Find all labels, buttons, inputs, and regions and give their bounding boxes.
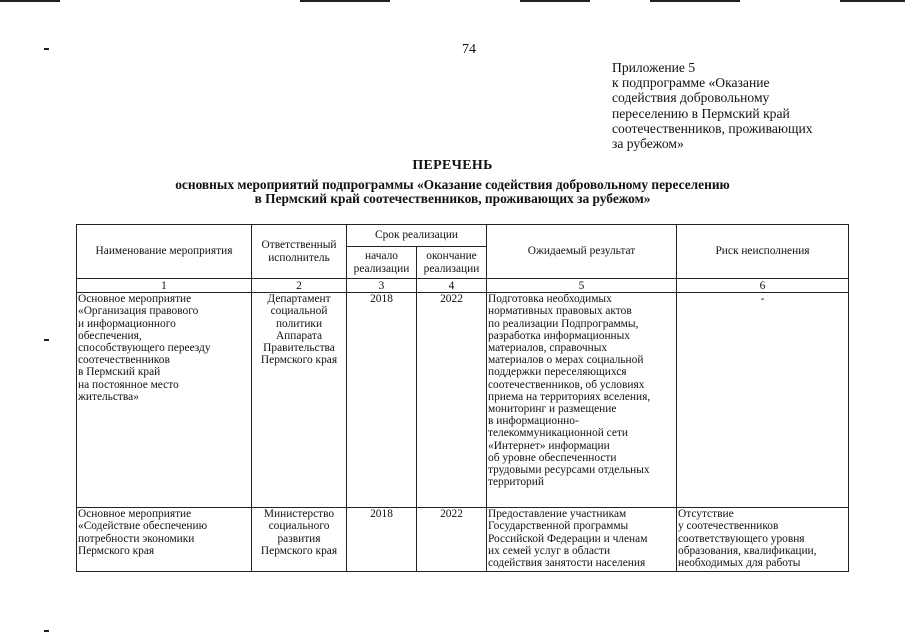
cell-executor [252, 293, 347, 508]
cell-text-line: в Пермский край [78, 366, 161, 379]
cell-text-line: обеспечения, [78, 329, 142, 342]
margin-mark [44, 339, 49, 341]
cell-text-line: потребности экономики [78, 532, 195, 545]
cell-text-line: «Содействие обеспечению [78, 520, 208, 533]
header-result: Ожидаемый результат [487, 225, 677, 279]
cell-start: 2018 [347, 293, 417, 508]
cell-end: 2022 [417, 293, 487, 508]
cell-text-line: Пермского края [260, 354, 338, 367]
cell-text-line: Подготовка необходимых [488, 293, 612, 306]
cell-text-line: и информационного [78, 317, 176, 330]
cell-text-line: разработка информационных [488, 329, 630, 342]
cell-text-line: мониторинг и размещение [488, 403, 617, 416]
header-name: Наименование мероприятия [77, 225, 252, 279]
cell-text-line: образования, квалификации, [678, 544, 817, 557]
cell-risk [677, 293, 849, 508]
cell-text-line: у соотечественников [678, 520, 779, 533]
cell-text-line: Департамент [267, 293, 331, 306]
cell-text-line: развития [277, 532, 321, 545]
cell-text-line: телекоммуникационной сети [488, 427, 628, 440]
header-start: начало реализации [347, 247, 417, 279]
cell-text-line: Пермского края [260, 544, 338, 557]
column-number: 6 [677, 279, 849, 293]
cell-text-line: Отсутствие [678, 508, 734, 521]
cell-start: 2018 [347, 508, 417, 572]
cell-text-line: в информационно- [488, 415, 579, 428]
cell-text-line: содействия занятости населения [488, 557, 646, 570]
cell-text-line: поддержки переселяющихся [488, 366, 627, 379]
appendix-line: соотечественников, проживающих [612, 120, 813, 136]
cell-text-line: материалов о мерах социальной [488, 354, 644, 367]
appendix-line: переселению в Пермский край [612, 105, 790, 121]
cell-text-line: приема на территориях вселения, [488, 390, 651, 403]
cell-text-line: на постоянное место [78, 378, 179, 391]
appendix-line: к подпрограмме «Оказание [612, 75, 770, 91]
header-executor: Ответственный исполнитель [252, 225, 347, 279]
cell-text-line: нормативных правовых актов [488, 305, 632, 318]
cell-text-line: соотечественников [78, 354, 170, 367]
cell-result [487, 508, 677, 572]
cell-text-line: Правительства [263, 342, 335, 355]
subtitle-line: в Пермский край соотечественников, проживающих за рубежом» [254, 191, 651, 206]
cell-text-line: способствующего переезду [78, 342, 211, 355]
header-end: окончание реализации [417, 247, 487, 279]
top-edge-line [0, 0, 905, 12]
subtitle-line: основных мероприятий подпрограммы «Оказание содействия добровольному переселению [175, 177, 730, 192]
cell-text-line: необходимых для работы [678, 557, 801, 570]
cell-text-line: жительства» [78, 390, 139, 403]
column-number: 4 [417, 279, 487, 293]
cell-result [487, 293, 677, 508]
cell-text-line: Пермского края [78, 544, 155, 557]
column-number: 5 [487, 279, 677, 293]
column-number: 3 [347, 279, 417, 293]
cell-text-line: «Интернет» информации [488, 439, 610, 452]
header-period: Срок реализации [347, 225, 487, 247]
column-number: 1 [77, 279, 252, 293]
appendix-line: за рубежом» [612, 136, 684, 152]
table-row [77, 293, 849, 508]
cell-risk [677, 508, 849, 572]
cell-text-line: Государственной программы [488, 520, 629, 533]
cell-text-line: по реализации Подпрограммы, [488, 317, 639, 330]
cell-text-line: территорий [488, 476, 544, 489]
appendix-line: Приложение 5 [612, 60, 696, 75]
cell-text-line: Министерство [263, 508, 335, 521]
cell-text-line: «Организация правового [78, 305, 199, 318]
cell-name [77, 293, 252, 508]
cell-text-line: соответствующего уровня [678, 532, 805, 545]
table-row [77, 508, 849, 572]
document-subtitle [0, 178, 905, 206]
cell-text-line: трудовыми ресурсами отдельных [488, 464, 650, 477]
cell-text-line: политики [275, 317, 323, 330]
column-number: 2 [252, 279, 347, 293]
cell-text-line: об уровне обеспеченности [488, 451, 617, 464]
cell-text-line: Российской Федерации и членам [488, 532, 648, 545]
page-number: 74 [462, 42, 476, 57]
appendix-line: содействия добровольному [612, 90, 770, 106]
cell-text-line: - [760, 293, 765, 306]
margin-mark [44, 630, 49, 632]
cell-end: 2022 [417, 508, 487, 572]
cell-executor [252, 508, 347, 572]
cell-name [77, 508, 252, 572]
margin-mark [44, 48, 49, 50]
cell-text-line: материалов, справочных [488, 342, 608, 355]
cell-text-line: Основное мероприятие [78, 508, 192, 521]
document-heading: ПЕРЕЧЕНЬ [412, 158, 493, 173]
cell-text-line: их семей услуг в области [488, 544, 611, 557]
cell-text-line: социальной [270, 305, 328, 318]
cell-text-line: Основное мероприятие [78, 293, 192, 306]
cell-text-line: социального [268, 520, 330, 533]
header-risk: Риск неисполнения [677, 225, 849, 279]
measures-table [76, 224, 849, 572]
cell-text-line: Аппарата [275, 329, 323, 342]
cell-text-line: соотечественников, об условиях [488, 378, 645, 391]
cell-text-line: Предоставление участникам [488, 508, 627, 521]
appendix-note [612, 60, 813, 151]
